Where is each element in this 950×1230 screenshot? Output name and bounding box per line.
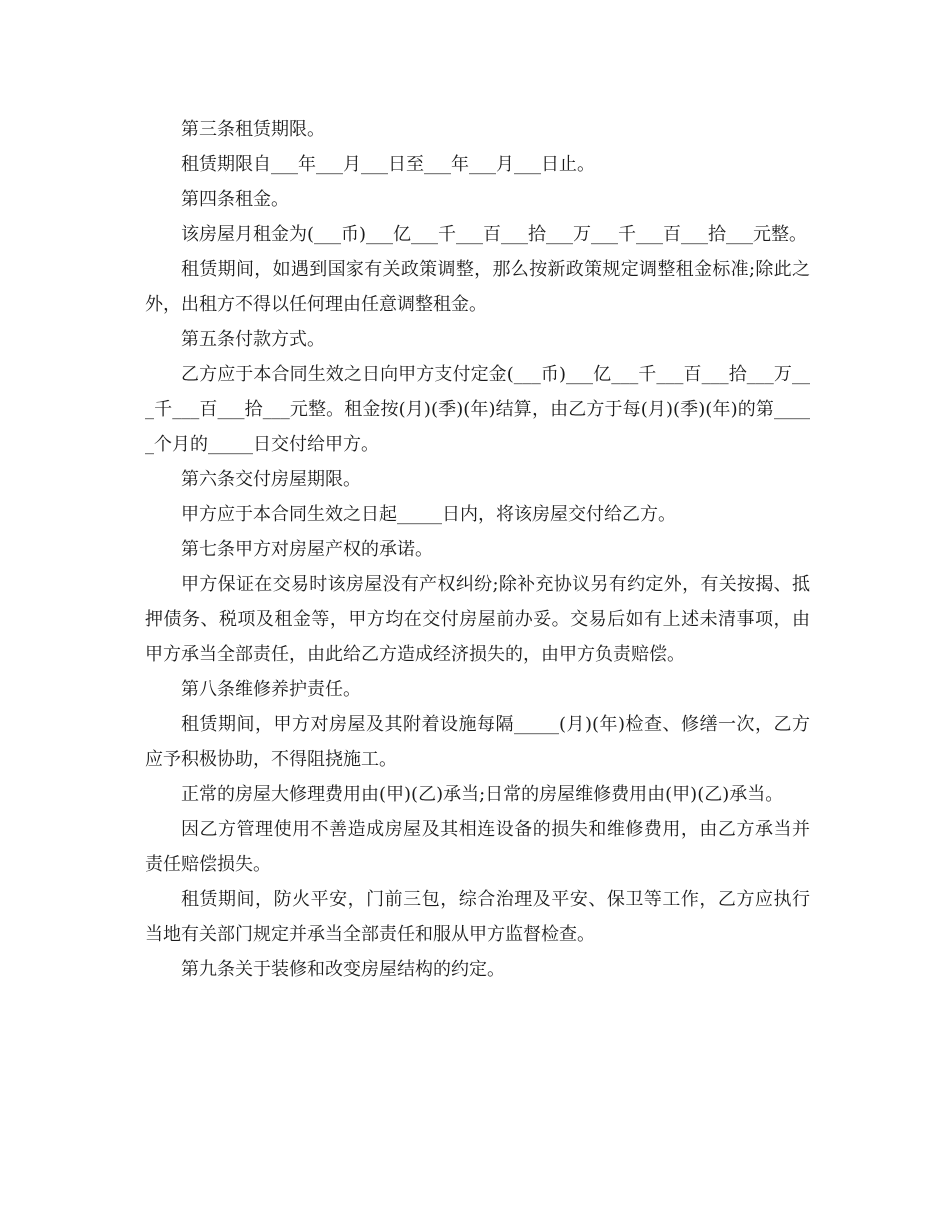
repair-cost-paragraph: 正常的房屋大修理费用由(甲)(乙)承当;日常的房屋维修费用由(甲)(乙)承当。 [181,784,784,805]
inspection-paragraph: 租赁期间，甲方对房屋及其附着设施每隔_____(月)(年)检查、修缮一次，乙方应予积极协助，不得阻挠施工。 [145,714,810,770]
payment-method-paragraph: 乙方应于本合同生效之日向甲方支付定金(___币)___亿___千___百___拾___万___千___百___拾___元整。租金按(月)(季)(年)结算，由乙方于每(月)(季)(年)的第_____个月的_____日交付给甲方。 [145,364,810,455]
document-body [145,112,810,987]
article-7-heading: 第七条甲方对房屋产权的承诺。 [181,539,433,560]
monthly-rent-paragraph: 该房屋月租金为(___币)___亿___千___百___拾___万___千___百___拾___元整。 [181,224,808,245]
safety-duty-paragraph: 租赁期间，防火平安，门前三包，综合治理及平安、保卫等工作，乙方应执行当地有关部门规定并承当全部责任和服从甲方监督检查。 [145,889,810,945]
property-rights-paragraph: 甲方保证在交易时该房屋没有产权纠纷;除补充协议另有约定外，有关按揭、抵押债务、税项及租金等，甲方均在交付房屋前办妥。交易后如有上述未清事项，由甲方承当全部责任，由此给乙方造成经济损失的，由甲方负责赔偿。 [145,574,810,665]
rent-adjustment-paragraph: 租赁期间，如遇到国家有关政策调整，那么按新政策规定调整租金标准;除此之外，出租方不得以任何理由任意调整租金。 [145,259,810,315]
article-6-heading: 第六条交付房屋期限。 [181,469,361,490]
article-4-heading: 第四条租金。 [181,189,289,210]
lease-term-paragraph: 租赁期限自___年___月___日至___年___月___日止。 [181,154,595,175]
delivery-deadline-paragraph: 甲方应于本合同生效之日起_____日内，将该房屋交付给乙方。 [181,504,676,525]
article-5-heading: 第五条付款方式。 [181,329,325,350]
article-8-heading: 第八条维修养护责任。 [181,679,361,700]
article-9-heading: 第九条关于装修和改变房屋结构的约定。 [181,959,505,980]
damage-liability-paragraph: 因乙方管理使用不善造成房屋及其相连设备的损失和维修费用，由乙方承当并责任赔偿损失。 [145,819,810,875]
article-3-heading: 第三条租赁期限。 [181,119,325,140]
